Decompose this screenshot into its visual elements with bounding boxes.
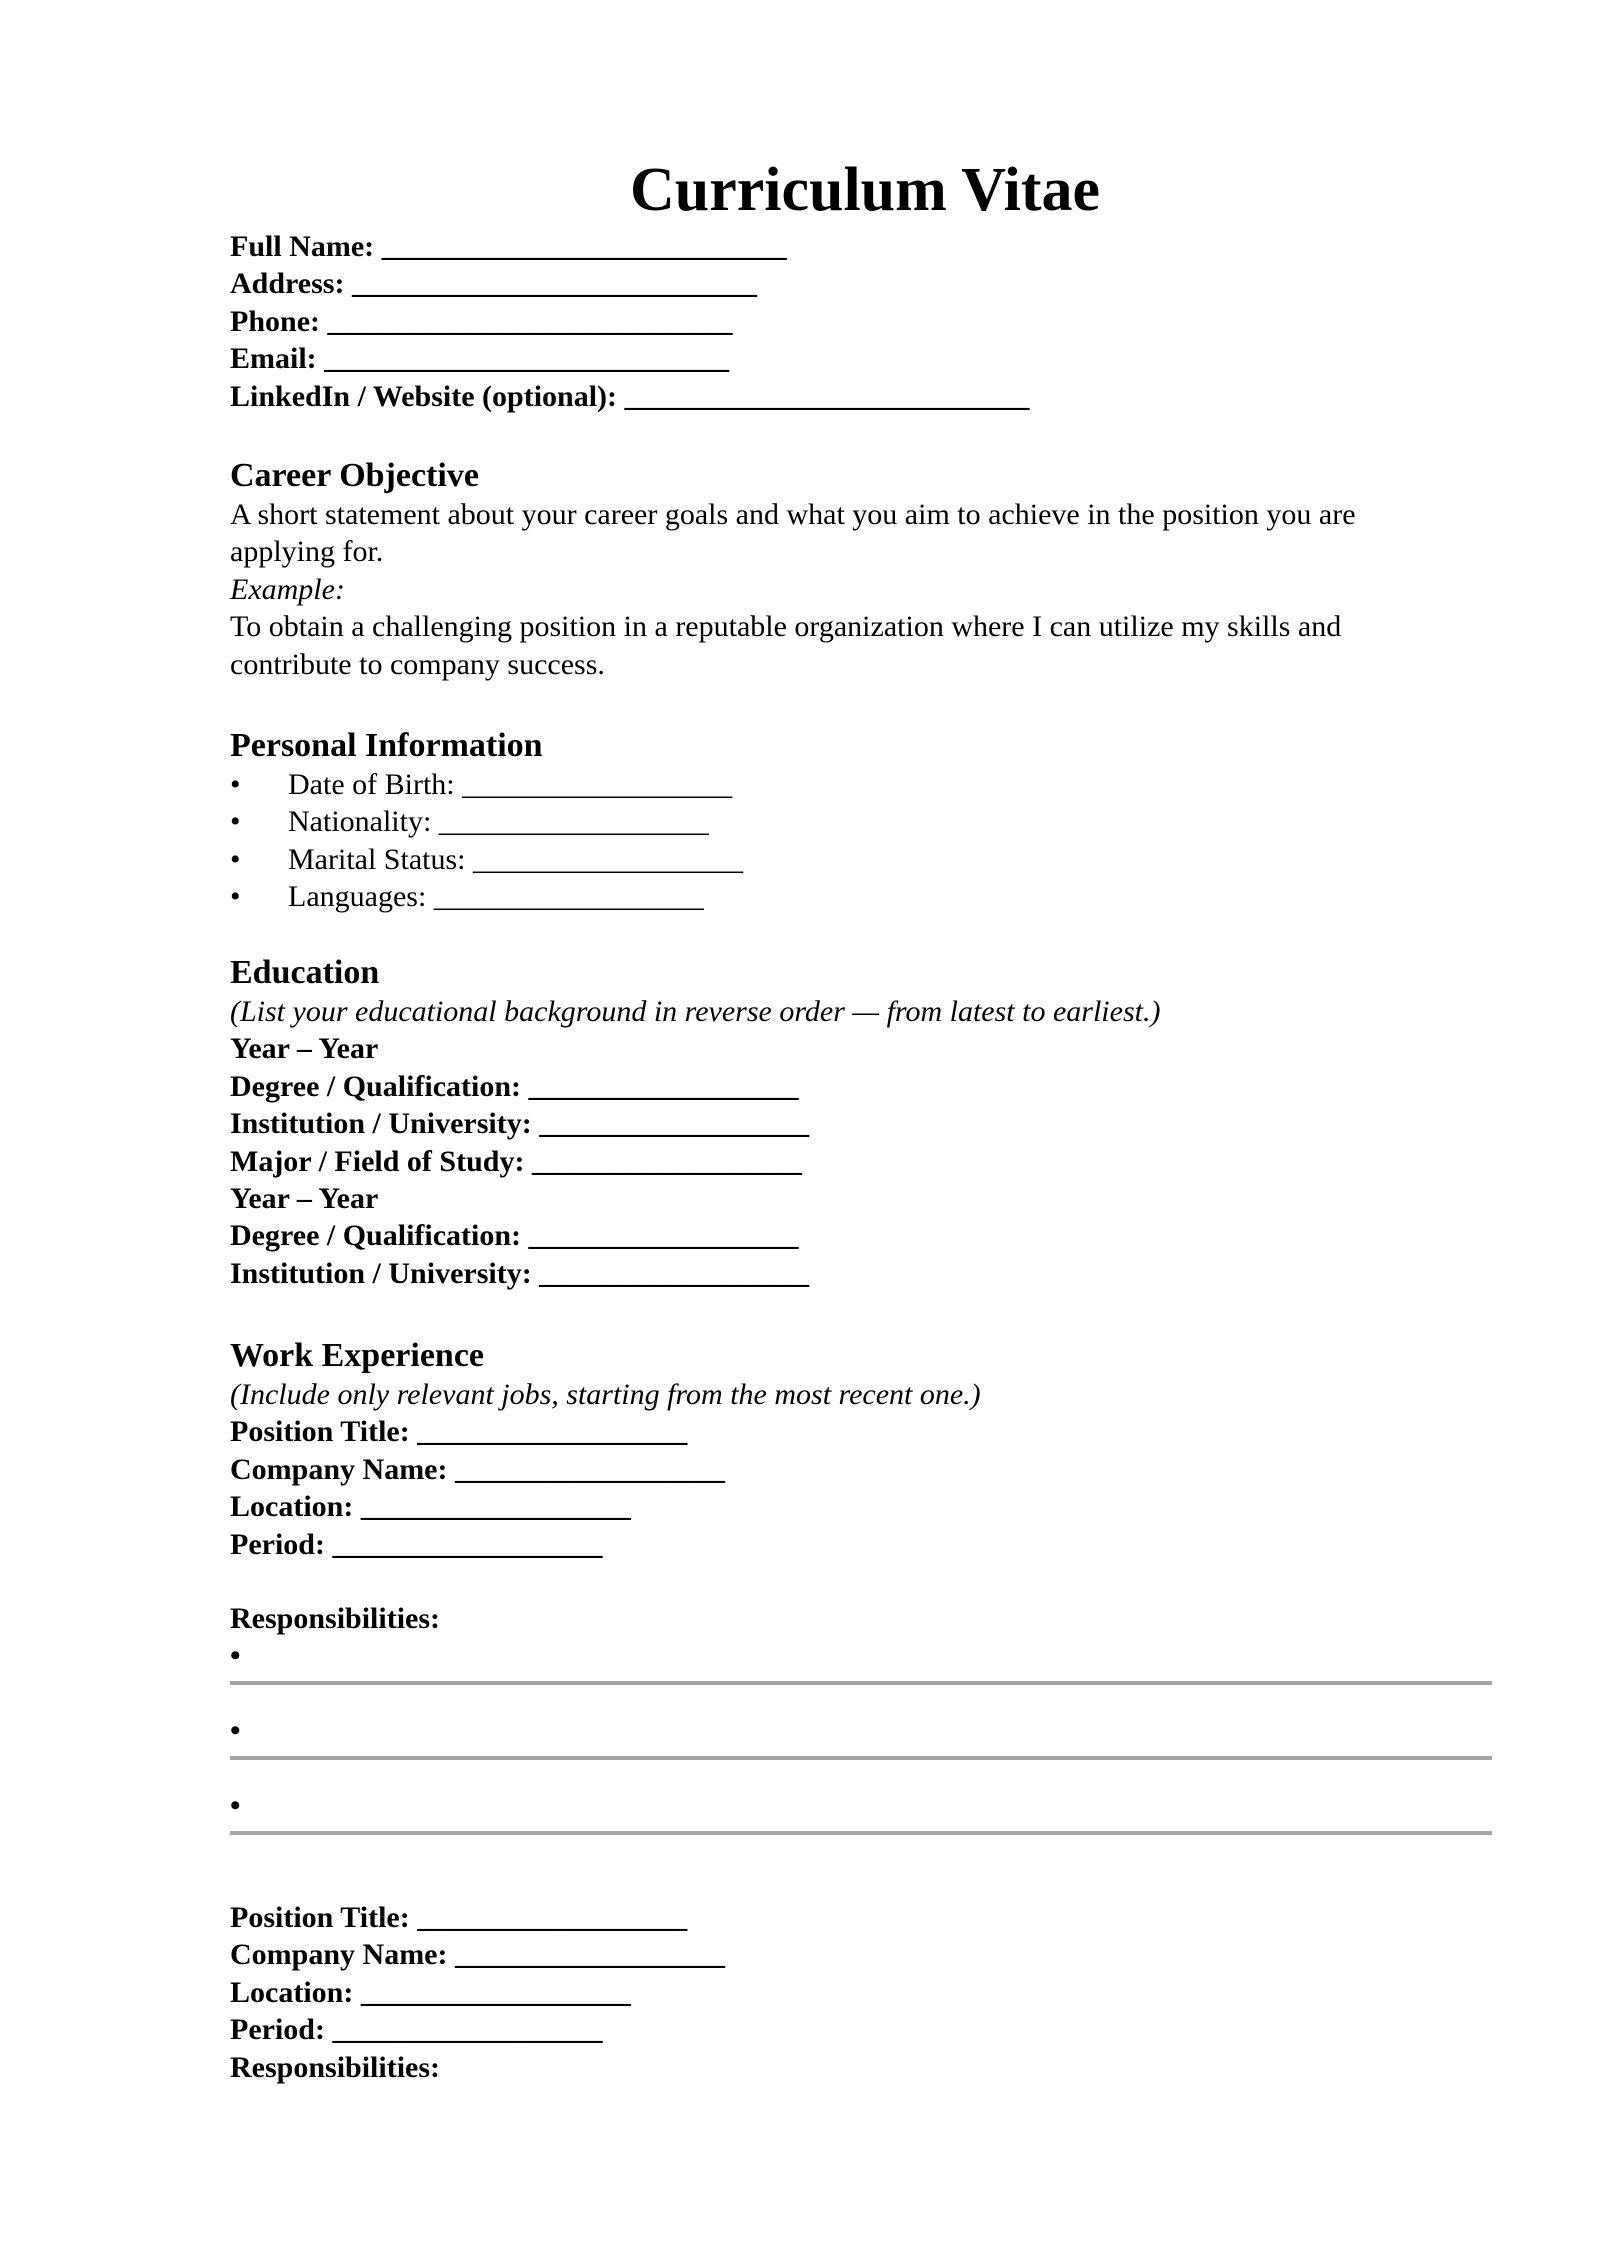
bullet-icon: •	[230, 768, 241, 801]
education-year-range[interactable]: Year – Year	[230, 1182, 379, 1216]
education-note: (List your educational background in reverse order — from latest to earliest.)	[230, 995, 1161, 1028]
fill-in-rule	[230, 1756, 1492, 1760]
full-name-field[interactable]: Full Name: ___________________________	[230, 230, 787, 263]
bullet-icon: •	[230, 1714, 241, 1748]
document-title: Curriculum Vitae	[629, 156, 1101, 224]
contact-section	[230, 228, 1500, 415]
institution-field[interactable]: Institution / University: __________________	[230, 1256, 810, 1290]
example-label: Example:	[230, 572, 345, 606]
education-heading: Education	[230, 954, 380, 991]
location-field[interactable]: Location: __________________	[230, 1490, 631, 1524]
bullet-icon: •	[230, 1639, 241, 1673]
career-objective-text-line: A short statement about your career goals and what you aim to achieve in the position you are	[230, 498, 1356, 531]
company-name-field[interactable]: Company Name: __________________	[230, 1452, 725, 1486]
bullet-icon: •	[230, 1789, 241, 1822]
position-title-field[interactable]: Position Title: __________________	[230, 1415, 688, 1449]
career-objective-heading: Career Objective	[230, 457, 479, 494]
work-experience-heading: Work Experience	[230, 1337, 485, 1374]
responsibilities-label: Responsibilities:	[230, 2050, 441, 2084]
date-of-birth-field[interactable]: • Date of Birth: __________________	[230, 766, 1500, 803]
linkedin-website-field[interactable]: LinkedIn / Website (optional): ___________________________	[230, 379, 1030, 413]
responsibilities-section	[230, 1600, 1500, 1862]
location-field[interactable]: Location: __________________	[230, 1975, 631, 2009]
institution-field[interactable]: Institution / University: __________________	[230, 1107, 810, 1141]
fill-in-rule	[230, 1831, 1492, 1835]
degree-field[interactable]: Degree / Qualification: __________________	[230, 1219, 799, 1253]
address-field[interactable]: Address: ___________________________	[230, 267, 757, 301]
nationality-field[interactable]: • Nationality: __________________	[230, 803, 1500, 840]
languages-field[interactable]: • Languages: __________________	[230, 878, 1500, 915]
career-objective-section	[230, 456, 1500, 683]
career-objective-text-line: applying for.	[230, 535, 384, 569]
fill-in-rule	[230, 1681, 1492, 1685]
example-text-line: To obtain a challenging position in a reputable organization where I can utilize my skills and	[230, 610, 1342, 644]
marital-status-field[interactable]: • Marital Status: __________________	[230, 841, 1500, 878]
bullet-icon: •	[230, 842, 241, 876]
responsibility-line[interactable]	[230, 1712, 1492, 1787]
work-experience-job-2	[230, 1899, 1500, 2086]
education-section	[230, 953, 1500, 1292]
education-year-range[interactable]: Year – Year	[230, 1032, 379, 1066]
work-experience-section	[230, 1336, 1500, 1563]
company-name-field[interactable]: Company Name: __________________	[230, 1938, 725, 1972]
personal-information-heading: Personal Information	[230, 727, 543, 764]
work-experience-note: (Include only relevant jobs, starting from the most recent one.)	[230, 1378, 981, 1411]
position-title-field[interactable]: Position Title: __________________	[230, 1901, 688, 1934]
responsibility-line[interactable]	[230, 1787, 1492, 1862]
period-field[interactable]: Period: __________________	[230, 2013, 603, 2047]
bullet-icon: •	[230, 880, 241, 914]
major-field[interactable]: Major / Field of Study: __________________	[230, 1144, 802, 1178]
bullet-icon: •	[230, 805, 241, 839]
responsibility-line[interactable]	[230, 1637, 1492, 1712]
degree-field[interactable]: Degree / Qualification: __________________	[230, 1069, 799, 1103]
personal-information-section	[230, 726, 1500, 916]
example-text-line: contribute to company success.	[230, 647, 605, 681]
responsibilities-label: Responsibilities:	[230, 1602, 441, 1635]
period-field[interactable]: Period: __________________	[230, 1527, 603, 1561]
phone-field[interactable]: Phone: ___________________________	[230, 304, 733, 338]
email-field[interactable]: Email: ___________________________	[230, 342, 730, 376]
